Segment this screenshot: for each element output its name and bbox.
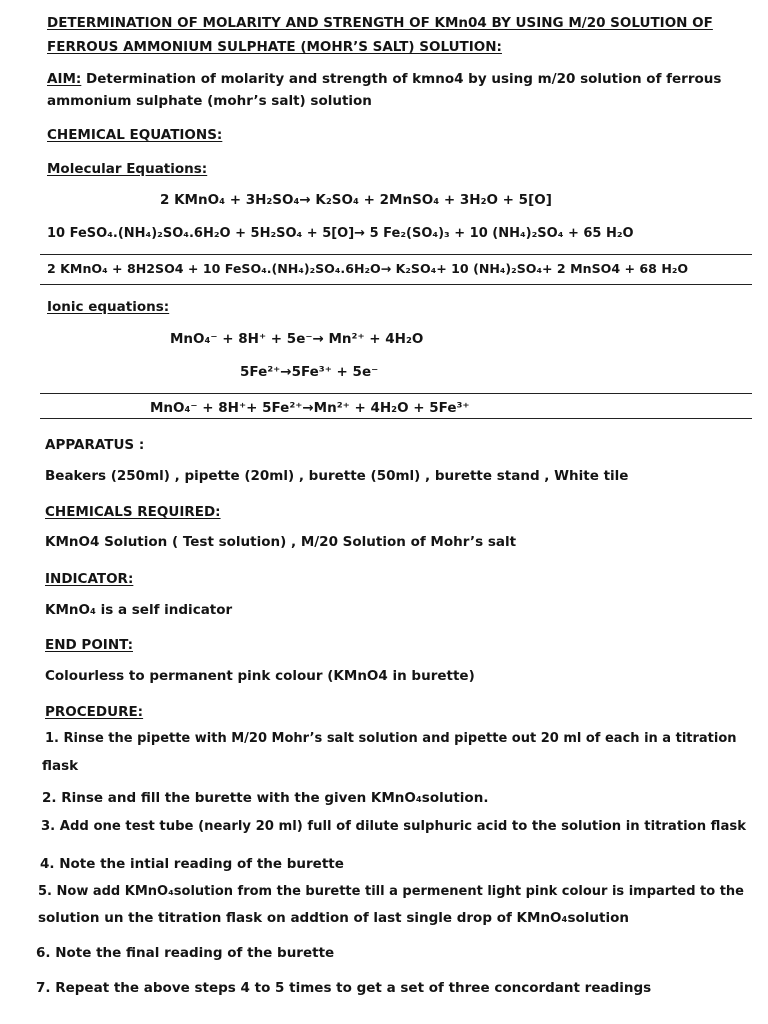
- aim-label: AIM:: [47, 71, 82, 87]
- procedure-step-6: 6. Note the final reading of the burette: [36, 945, 335, 961]
- indicator-heading: INDICATOR:: [45, 571, 134, 587]
- procedure-step-4: 4. Note the intial reading of the burette: [40, 856, 344, 872]
- divider-line: [40, 284, 752, 285]
- procedure-step-3: 3. Add one test tube (nearly 20 ml) full of dilute sulphuric acid to the solution in titration flask: [41, 819, 746, 834]
- molecular-equation-3: 2 KMnO₄ + 8H2SO4 + 10 FeSO₄.(NH₄)₂SO₄.6H₂O→ K₂SO₄+ 10 (NH₄)₂SO₄+ 2 MnSO4 + 68 H₂O: [47, 261, 689, 276]
- procedure-step-1-continued: flask: [42, 758, 79, 774]
- indicator-text: KMnO₄ is a self indicator: [45, 602, 233, 618]
- procedure-step-1: 1. Rinse the pipette with M/20 Mohr’s salt solution and pipette out 20 ml of each in a titration: [45, 731, 737, 746]
- ionic-equation-3: MnO₄⁻ + 8H⁺+ 5Fe²⁺→Mn²⁺ + 4H₂O + 5Fe³⁺: [150, 400, 470, 416]
- end-point-heading: END POINT:: [45, 637, 133, 653]
- chemicals-text: KMnO4 Solution ( Test solution) , M/20 Solution of Mohr’s salt: [45, 534, 517, 550]
- title-line-1: DETERMINATION OF MOLARITY AND STRENGTH OF KMn04 BY USING M/20 SOLUTION OF: [47, 15, 713, 31]
- divider-line: [40, 393, 752, 394]
- molecular-equation-1: 2 KMnO₄ + 3H₂SO₄→ K₂SO₄ + 2MnSO₄ + 3H₂O + 5[O]: [160, 192, 552, 208]
- aim-text-1: Determination of molarity and strength of kmno4 by using m/20 solution of ferrous: [81, 71, 722, 87]
- procedure-step-7: 7. Repeat the above steps 4 to 5 times to get a set of three concordant readings: [36, 980, 652, 996]
- apparatus-heading: APPARATUS :: [45, 437, 145, 453]
- chemical-equations-heading: CHEMICAL EQUATIONS:: [47, 127, 223, 143]
- divider-line: [40, 418, 752, 419]
- ionic-equation-1: MnO₄⁻ + 8H⁺ + 5e⁻→ Mn²⁺ + 4H₂O: [170, 331, 424, 347]
- end-point-text: Colourless to permanent pink colour (KMnO4 in burette): [45, 668, 475, 684]
- procedure-heading: PROCEDURE:: [45, 704, 144, 720]
- procedure-step-5: 5. Now add KMnO₄solution from the burette till a permenent light pink colour is imparted to the: [38, 884, 744, 899]
- aim-line-1: [47, 71, 721, 87]
- procedure-step-2: 2. Rinse and fill the burette with the given KMnO₄solution.: [42, 790, 489, 806]
- chemicals-heading: CHEMICALS REQUIRED:: [45, 504, 221, 520]
- molecular-equations-heading: Molecular Equations:: [47, 161, 208, 177]
- aim-line-2: ammonium sulphate (mohr’s salt) solution: [47, 93, 372, 109]
- molecular-equation-2: 10 FeSO₄.(NH₄)₂SO₄.6H₂O + 5H₂SO₄ + 5[O]→ 5 Fe₂(SO₄)₃ + 10 (NH₄)₂SO₄ + 65 H₂O: [47, 226, 634, 241]
- ionic-equation-2: 5Fe²⁺→5Fe³⁺ + 5e⁻: [240, 364, 379, 380]
- title-line-2: FERROUS AMMONIUM SULPHATE (MOHR’S SALT) SOLUTION:: [47, 39, 502, 55]
- divider-line: [40, 254, 752, 255]
- procedure-step-5-continued: solution un the titration flask on addtion of last single drop of KMnO₄solution: [38, 910, 629, 926]
- apparatus-text: Beakers (250ml) , pipette (20ml) , burette (50ml) , burette stand , White tile: [45, 468, 629, 484]
- ionic-equations-heading: Ionic equations:: [47, 299, 170, 315]
